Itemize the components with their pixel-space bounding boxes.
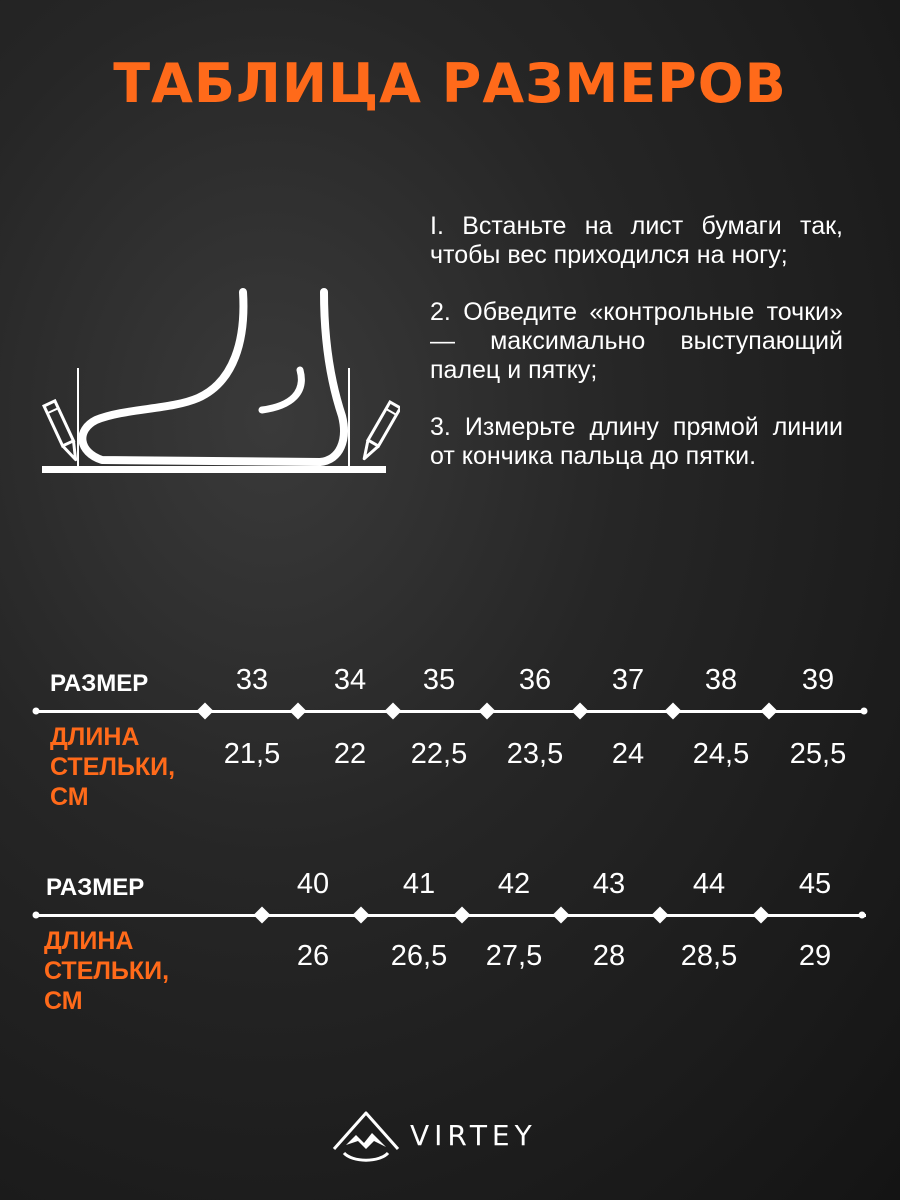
- length-cell: 26,5: [390, 940, 448, 972]
- size-cell: 39: [801, 664, 835, 696]
- length-cell: 21,5: [223, 738, 281, 770]
- size-cell: 33: [235, 664, 269, 696]
- divider-marker: [385, 703, 402, 720]
- divider-marker: [761, 703, 778, 720]
- size-cell: 35: [422, 664, 456, 696]
- instruction-step-1: I. Встаньте на лист бумаги так, чтобы вес приходился на ногу;: [430, 212, 843, 269]
- divider-marker: [353, 907, 370, 924]
- length-cell: 24,5: [692, 738, 750, 770]
- divider-end: [861, 708, 868, 715]
- size-cell: 44: [692, 868, 726, 900]
- size-cell: 40: [296, 868, 330, 900]
- table-divider: [34, 710, 866, 713]
- divider-marker: [454, 907, 471, 924]
- size-cell: 41: [402, 868, 436, 900]
- divider-marker: [572, 703, 589, 720]
- length-row-label: ДЛИНА СТЕЛЬКИ, СМ: [50, 723, 176, 811]
- size-cell: 36: [518, 664, 552, 696]
- length-cell: 25,5: [789, 738, 847, 770]
- length-cell: 27,5: [485, 940, 543, 972]
- divider-marker: [753, 907, 770, 924]
- size-row-label: РАЗМЕР: [46, 874, 145, 901]
- length-row-label: ДЛИНА СТЕЛЬКИ, СМ: [44, 927, 170, 1015]
- divider-end: [859, 912, 866, 919]
- size-cell: 42: [497, 868, 531, 900]
- length-cell: 28,5: [680, 940, 738, 972]
- divider-marker: [290, 703, 307, 720]
- pencil-icon: [44, 401, 81, 462]
- page-title: ТАБЛИЦА РАЗМЕРОВ: [113, 52, 787, 115]
- size-cell: 38: [704, 664, 738, 696]
- length-cell: 22: [333, 738, 367, 770]
- length-cell: 26: [296, 940, 330, 972]
- length-cell: 22,5: [410, 738, 468, 770]
- divider-marker: [665, 703, 682, 720]
- instruction-step-3: 3. Измерьте длину прямой линии от кончика пальца до пятки.: [430, 413, 843, 470]
- divider-marker: [254, 907, 271, 924]
- divider-marker: [197, 703, 214, 720]
- size-table-2: [0, 864, 900, 1044]
- brand-logo: [330, 1105, 590, 1165]
- length-cell: 29: [798, 940, 832, 972]
- size-cell: 43: [592, 868, 626, 900]
- size-cell: 34: [333, 664, 367, 696]
- size-cell: 37: [611, 664, 645, 696]
- size-row-label: РАЗМЕР: [50, 670, 149, 697]
- divider-marker: [652, 907, 669, 924]
- divider-end: [33, 912, 40, 919]
- foot-outline-icon: [30, 280, 400, 480]
- pencil-icon: [359, 402, 400, 462]
- divider-end: [33, 708, 40, 715]
- divider-marker: [553, 907, 570, 924]
- mountain-logo-icon: [330, 1105, 402, 1165]
- table-divider: [34, 914, 866, 917]
- size-cell: 45: [798, 868, 832, 900]
- instructions: [430, 212, 843, 499]
- brand-name: VIRTEY: [410, 1119, 537, 1152]
- divider-marker: [479, 703, 496, 720]
- instruction-step-2: 2. Обведите «контрольные точки» — максимально выступающий палец и пятку;: [430, 298, 843, 384]
- length-cell: 28: [592, 940, 626, 972]
- length-cell: 23,5: [506, 738, 564, 770]
- length-cell: 24: [611, 738, 645, 770]
- size-table-1: [0, 660, 900, 840]
